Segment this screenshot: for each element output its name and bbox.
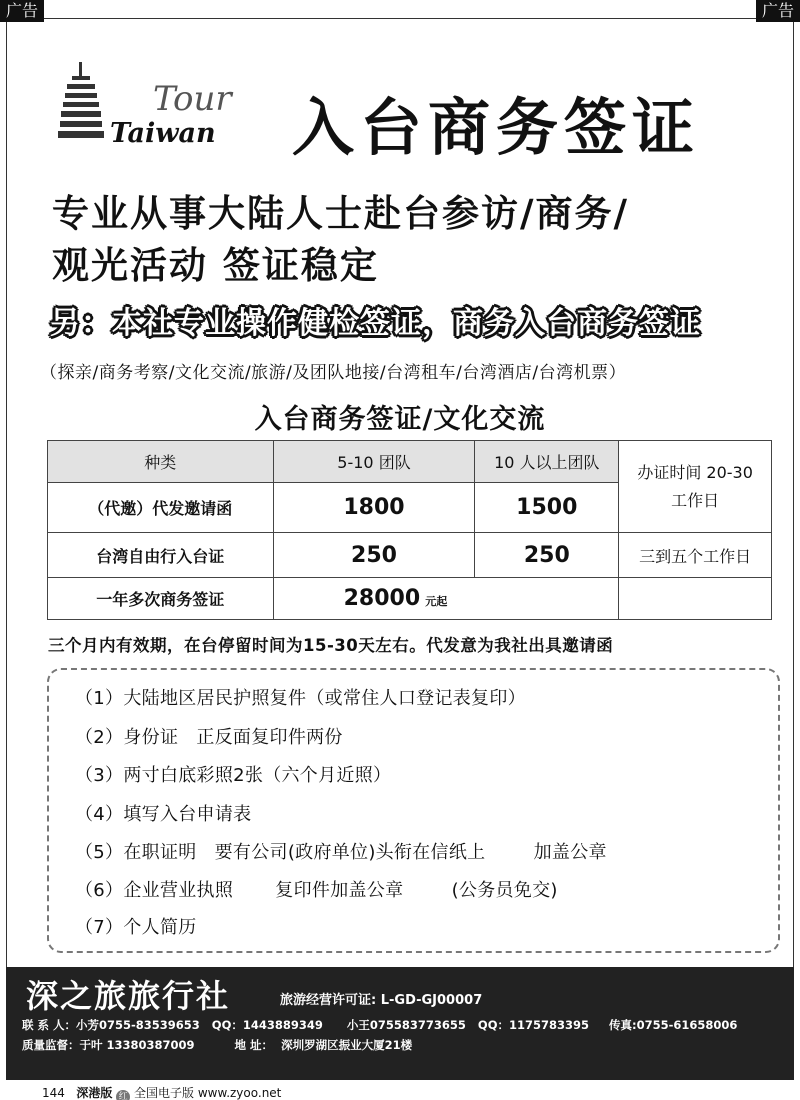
svg-text:Tour: Tour [153,79,232,119]
edition-label: 深港版 [76,1086,113,1100]
requirement-item: （2）身份证 正反面复印件两份 [75,727,343,748]
price-small-group: 1800 [273,483,475,533]
website-link[interactable]: 全国电子版 www.zyoo.net [134,1086,282,1100]
agency-footer [6,967,794,1080]
price-small-group: 250 [273,533,475,578]
requirement-item: （5）在职证明 要有公司(政府单位)头衔在信纸上 加盖公章 [75,842,607,863]
header-group-large: 10 人以上团队 [475,441,619,483]
tour-taiwan-logo [58,62,268,152]
price-large-group: 1500 [475,483,619,533]
headline [52,188,772,292]
ad-tag-right: 广告 [756,0,800,22]
contact-line: 联 系 人：小芳0755-83539653 QQ：1443889349 小王075583773655 QQ：1175783395 传真:0755-61658006 [22,1018,738,1032]
price-large-group: 250 [475,533,619,578]
price-table [47,440,772,620]
license-number: 旅游经营许可证: L-GD-GJ00007 [280,993,483,1008]
header-category: 种类 [48,441,274,483]
table-row [48,578,772,620]
validity-note: 三个月内有效期，在台停留时间为15-30天左右。代发意为我社出具邀请函 [48,636,614,655]
requirement-item: （1）大陆地区居民护照复件（或常住人口登记表复印） [75,688,526,709]
row-note: 三到五个工作日 [619,533,772,578]
highlight-line: 另：本社专业操作健检签证，商务入台商务签证 [50,306,701,341]
headline-line-1: 专业从事大陆人士赴台参访/商务/ [52,192,630,235]
price-multi-entry: 28000 元起 [273,578,619,620]
svg-text:Taiwan: Taiwan [110,118,216,149]
agency-name: 深之旅旅行社 [26,977,231,1015]
requirement-item: （3）两寸白底彩照2张（六个月近照） [75,765,392,786]
page-number: 144 [42,1086,65,1100]
section-title: 入台商务签证/文化交流 [254,404,546,435]
row-category: 一年多次商务签证 [48,578,274,620]
requirement-item: （6）企业营业执照 复印件加盖公章 (公务员免交) [75,880,558,901]
header-group-small: 5-10 团队 [273,441,475,483]
row-category: （代邀）代发邀请函 [48,483,274,533]
table-row [48,533,772,578]
requirement-item: （7）个人简历 [75,917,197,938]
row-category: 台湾自由行入台证 [48,533,274,578]
processing-time-note: 办证时间 20-30 工作日 [619,441,772,533]
headline-line-2: 观光活动 签证稳定 [52,244,379,287]
page-footer [42,1084,281,1100]
row-note-empty [619,578,772,620]
requirement-item: （4）填写入台申请表 [75,804,252,825]
edition-badge-icon: 红 [116,1090,130,1100]
supervision-address-line: 质量监督：于叶 13380387009 地 址： 深圳罗湖区振业大厦21楼 [22,1038,413,1052]
ad-tag-left: 广告 [0,0,44,22]
services-list: （探亲/商务考察/文化交流/旅游/及团队地接/台湾租车/台湾酒店/台湾机票） [40,363,627,383]
main-title: 入台商务签证 [292,91,701,164]
